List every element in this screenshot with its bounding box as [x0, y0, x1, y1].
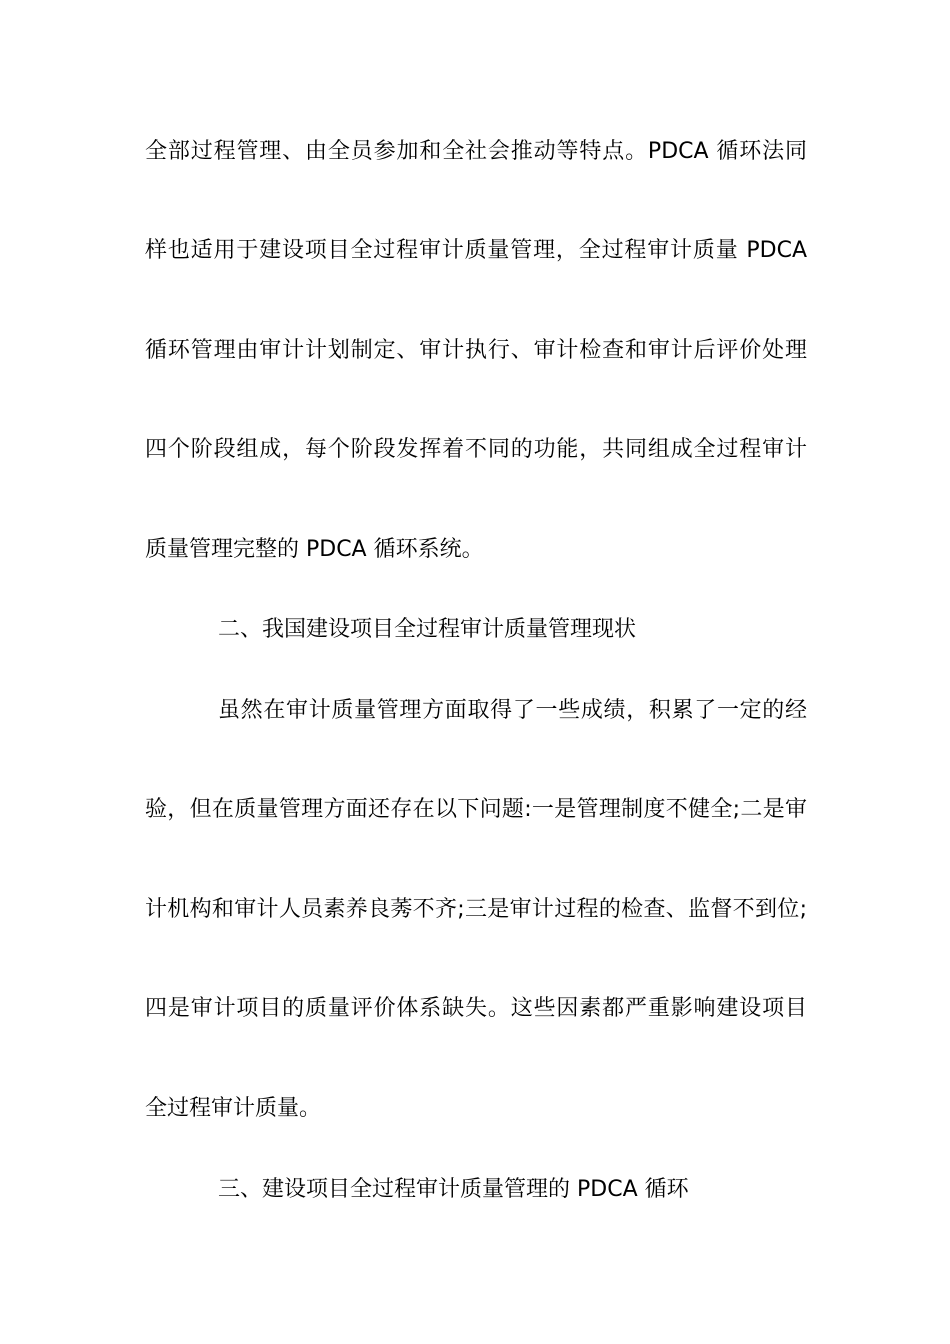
paragraph-line: 虽然在审计质量管理方面取得了一些成绩，积累了一定的经 [218, 698, 807, 723]
paragraph-line: 计机构和审计人员素养良莠不齐;三是审计过程的检查、监督不到位; [145, 897, 807, 922]
paragraph-line: 质量管理完整的 PDCA 循环系统。 [145, 537, 484, 562]
paragraph-line: 四个阶段组成，每个阶段发挥着不同的功能，共同组成全过程审计 [145, 437, 807, 462]
paragraph-line: 验，但在质量管理方面还存在以下问题:一是管理制度不健全;二是审 [145, 797, 807, 822]
paragraph-line: 四是审计项目的质量评价体系缺失。这些因素都严重影响建设项目 [145, 996, 807, 1021]
paragraph-line: 全过程审计质量。 [145, 1096, 322, 1121]
section-heading: 二、我国建设项目全过程审计质量管理现状 [218, 617, 637, 642]
paragraph-line: 样也适用于建设项目全过程审计质量管理，全过程审计质量 PDCA [145, 238, 807, 263]
section-heading: 三、建设项目全过程审计质量管理的 PDCA 循环 [218, 1177, 689, 1202]
paragraph-line: 循环管理由审计计划制定、审计执行、审计检查和审计后评价处理 [145, 338, 807, 363]
paragraph-line: 全部过程管理、由全员参加和全社会推动等特点。PDCA 循环法同 [145, 139, 807, 164]
